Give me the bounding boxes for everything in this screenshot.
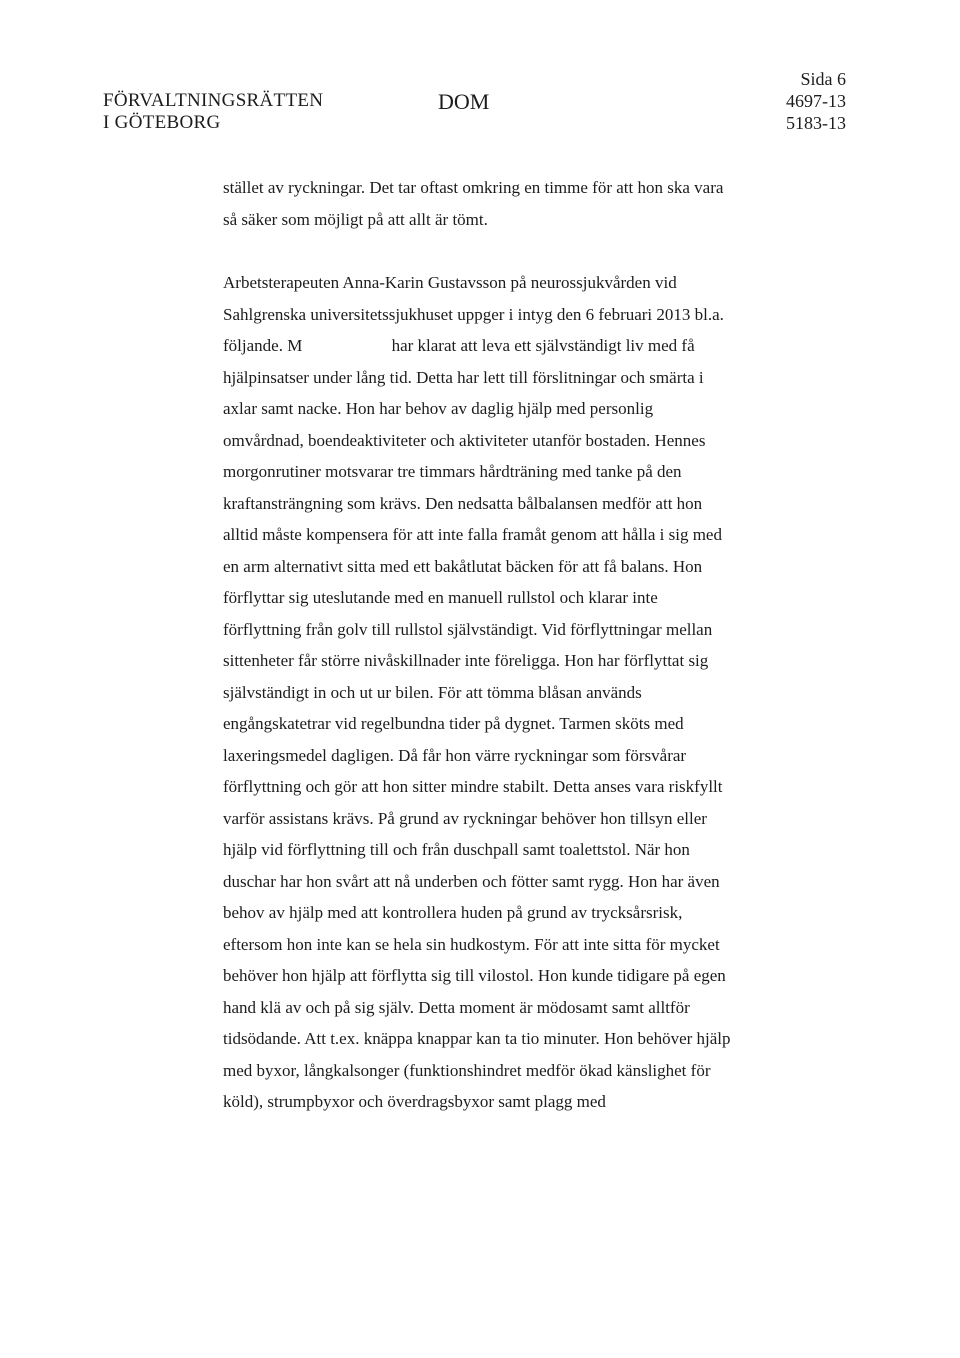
- case-number-2: 5183-13: [786, 113, 846, 133]
- text-line: engångskatetrar vid regelbundna tider på dygnet. Tarmen sköts med: [223, 714, 684, 733]
- text-line: hjälpinsatser under lång tid. Detta har lett till förslitningar och smärta i: [223, 367, 704, 387]
- text-line: en arm alternativt sitta med ett bakåtlutat bäcken för att få balans. Hon: [223, 556, 703, 576]
- document-type: DOM: [438, 89, 490, 114]
- text-line: så säker som möjligt på att allt är tömt.: [223, 209, 488, 229]
- text-line: axlar samt nacke. Hon har behov av daglig hjälp med personlig: [223, 399, 654, 418]
- page-info: [786, 68, 846, 134]
- text-line: tidsödande. Att t.ex. knäppa knappar kan ta tio minuter. Hon behöver hjälp: [223, 1029, 731, 1048]
- text-line: förflyttar sig uteslutande med en manuell rullstol och klarar inte: [223, 588, 658, 607]
- text-line: självständigt in och ut ur bilen. För att tömma blåsan används: [223, 682, 642, 702]
- text-line: stället av ryckningar. Det tar oftast omkring en timme för att hon ska vara: [223, 178, 724, 197]
- text-line: förflyttning från golv till rullstol självständigt. Vid förflyttningar mellan: [223, 619, 713, 639]
- paragraph-spacer: [223, 235, 783, 267]
- text-line: följande. M har klarat att leva ett självständigt liv med få: [223, 336, 695, 355]
- court-name-line-2: I GÖTEBORG: [103, 112, 221, 133]
- text-line: hand klä av och på sig själv. Detta moment är mödosamt samt alltför: [223, 997, 690, 1017]
- text-line: hjälp vid förflyttning till och från duschpall samt toalettstol. När hon: [223, 840, 690, 859]
- text-line: omvårdnad, boendeaktiviteter och aktiviteter utanför bostaden. Hennes: [223, 430, 706, 450]
- text-line: med byxor, långkalsonger (funktionshindret medför ökad känslighet för: [223, 1060, 711, 1080]
- paragraph-2: [223, 267, 783, 1118]
- court-name-line-1: FÖRVALTNINGSRÄTTEN: [103, 90, 324, 111]
- text-line: alltid måste kompensera för att inte falla framåt genom att hålla i sig med: [223, 525, 722, 544]
- case-number-1: 4697-13: [786, 91, 846, 111]
- text-line: varför assistans krävs. På grund av ryckningar behöver hon tillsyn eller: [223, 808, 707, 828]
- text-line: förflyttning och gör att hon sitter mindre stabilt. Detta anses vara riskfyllt: [223, 777, 723, 796]
- text-line: Sahlgrenska universitetssjukhuset uppger i intyg den 6 februari 2013 bl.a.: [223, 304, 724, 324]
- text-line: morgonrutiner motsvarar tre timmars hårdträning med tanke på den: [223, 462, 682, 481]
- paragraph-1: [223, 172, 783, 235]
- text-line: behöver hon hjälp att förflytta sig till vilostol. Hon kunde tidigare på egen: [223, 966, 726, 985]
- text-line: eftersom hon inte kan se hela sin hudkostym. För att inte sitta för mycket: [223, 934, 720, 954]
- document-body: [223, 172, 783, 1118]
- text-line: köld), strumpbyxor och överdragsbyxor samt plagg med: [223, 1092, 606, 1111]
- text-line: duschar har hon svårt att nå underben och fötter samt rygg. Hon har även: [223, 871, 720, 891]
- text-line: behov av hjälp med att kontrollera huden på grund av trycksårsrisk,: [223, 903, 683, 922]
- text-line: sittenheter får större nivåskillnader inte föreligga. Hon har förflyttat sig: [223, 651, 709, 670]
- text-line: laxeringsmedel dagligen. Då får hon värre ryckningar som försvårar: [223, 745, 687, 765]
- text-line: kraftansträngning som krävs. Den nedsatta bålbalansen medför att hon: [223, 493, 703, 513]
- text-line: Arbetsterapeuten Anna-Karin Gustavsson på neurossjukvården vid: [223, 273, 677, 292]
- court-name: [103, 90, 323, 134]
- page-number: Sida 6: [800, 69, 846, 89]
